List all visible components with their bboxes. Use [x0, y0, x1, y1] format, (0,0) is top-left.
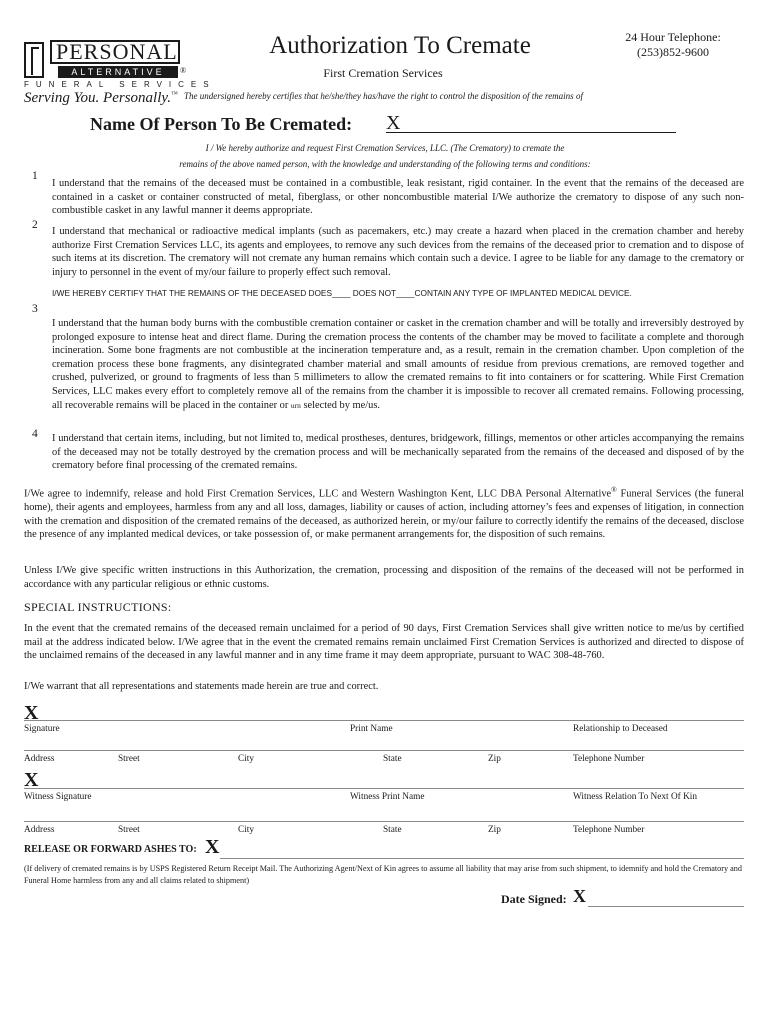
clause-3-tail: selected by me/us. — [303, 399, 380, 411]
signature-x-mark: X — [24, 702, 39, 724]
unclaimed-remains-paragraph: In the event that the cremated remains of the deceased remain unclaimed for a period of 90 days, First Cremation Services shall give written notice to me/us by certified mail at the address indicated below. I/We agree that in the event the cremated remains remain unclaimed First Cremation Services is authorized and directed to dispose of the unclaimed remains of the deceased in any lawful manner and in any time frame it may deem appropriate, pursuant to WAC 308-48-760. — [24, 623, 744, 662]
state-label: State — [383, 754, 402, 764]
release-ashes-field[interactable] — [220, 858, 744, 859]
special-instructions-label: SPECIAL INSTRUCTIONS: — [24, 600, 172, 614]
authorization-statement — [150, 140, 620, 172]
company-logo — [24, 39, 216, 112]
date-signed-x-mark: X — [573, 886, 586, 906]
witness-print-name-label: Witness Print Name — [350, 792, 425, 802]
deceased-name-field[interactable] — [386, 132, 676, 133]
phone-label: 24 Hour Telephone: — [625, 30, 721, 44]
witness-x-mark: X — [24, 769, 39, 791]
authorization-line-2: remains of the above named person, with the knowledge and understanding of the following terms and conditions: — [179, 159, 591, 169]
indemnification-paragraph — [24, 483, 744, 542]
phone-block — [600, 30, 746, 60]
street-label: Street — [118, 754, 140, 764]
indemnify-text-start: I/We agree to indemnify, release and hold First Cremation Services, LLC and Western Washington Kent, LLC DBA Personal Alternative — [24, 488, 612, 500]
logo-mark-icon — [24, 42, 44, 78]
date-signed-label: Date Signed: — [501, 892, 567, 906]
logo-funeral-services: FUNERAL SERVICES — [24, 80, 216, 89]
date-signed-field[interactable] — [588, 906, 744, 907]
signature-line[interactable] — [24, 720, 744, 721]
document-subtitle: First Cremation Services — [323, 66, 443, 80]
clause-number: 4 — [32, 428, 38, 440]
witness-street-label: Street — [118, 825, 140, 835]
implant-certification: I/WE HEREBY CERTIFY THAT THE REMAINS OF THE DECEASED DOES____ DOES NOT____CONTAIN ANY TYPE OF IMPLANTED MEDICAL DEVICE. — [52, 288, 632, 298]
phone-number: (253)852-9600 — [637, 45, 709, 59]
registered-mark: ® — [611, 485, 617, 494]
witness-address-label: Address — [24, 825, 55, 835]
address-line[interactable] — [24, 750, 744, 751]
warranty-statement: I/We warrant that all representations and statements made herein are true and correct. — [24, 681, 379, 692]
telephone-label: Telephone Number — [573, 754, 645, 764]
witness-signature-line[interactable] — [24, 788, 744, 789]
clause-text: I understand that the remains of the deceased must be contained in a combustible, leak resistant, rigid container. In the event that the remains of the deceased are contained in a casket or container constructed of metal, fiberglass, or other noncombustible material I/We authorize the crematory to dispose of any such non-combustible casket in any lawful manner it deems appropriate. — [52, 178, 744, 217]
signature-label: Signature — [24, 724, 60, 734]
witness-telephone-label: Telephone Number — [573, 825, 645, 835]
release-ashes-x-mark: X — [205, 836, 220, 858]
clause-text: I understand that certain items, including, but not limited to, medical prostheses, dentures, bridgework, fillings, mementos or other articles accompanying the remains of the deceased may not be totally destroyed by the cremation process and will be mechanically separated from the remains of the deceased and disposed of by the crematory before final processing of the cremated remains. — [52, 433, 744, 472]
document-title: Authorization To Cremate — [269, 32, 531, 59]
clause-number: 3 — [32, 303, 38, 315]
clause-3-body: I understand that the human body burns with the combustible cremation container or casket in the cremation chamber and will be totally and irreversibly destroyed by prolonged exposure to intense heat and direct flame. During the cremation process the contents of the chamber may be moved to facilitate a complete and thorough incineration. Some bone fragments are not combustible at the incineration temperature and, as a result, remain in the cremation chamber. Upon completion of the cremation process these bone fragments, any disintegrated chamber material and small amounts of residue from previous cremations, are removed together and crushed, pulverized, or ground to fragments of less than 5 millimeters to allow the cremated remains to fit into containers or for scattering. While First Cremation Services, LLC makes every effort to completely remove all of the remains from the chamber it is impossible to recover all cremated remains. Following processing, all recoverable remains will be placed in the container or — [52, 318, 744, 411]
city-label: City — [238, 754, 255, 764]
logo-tagline — [24, 90, 178, 107]
clause-text — [52, 317, 744, 412]
print-name-label: Print Name — [350, 724, 393, 734]
zip-label: Zip — [488, 754, 501, 764]
clause-3-urn: urn — [290, 400, 301, 410]
witness-city-label: City — [238, 825, 255, 835]
clause-number: 2 — [32, 219, 38, 231]
logo-registered-mark: ® — [180, 66, 187, 75]
witness-zip-label: Zip — [488, 825, 501, 835]
relationship-label: Relationship to Deceased — [573, 724, 668, 734]
customs-paragraph: Unless I/We give specific written instructions in this Authorization, the cremation, processing and disposition of the remains of the deceased will not be performed in accordance with any particular religious or ethnic customs. — [24, 565, 744, 590]
witness-address-line[interactable] — [24, 821, 744, 822]
witness-relation-label: Witness Relation To Next Of Kin — [573, 792, 698, 802]
deceased-name-label: Name Of Person To Be Cremated: — [90, 114, 353, 134]
trademark-mark: ™ — [170, 90, 178, 98]
indemnify-text-end: Funeral Services (the funeral home), their agents and employees, harmless from any and all loss, damages, liability or causes of action, including attorney’s fees and expenses of litigation, in connection with the cremation and disposition of the cremated remains of the deceased, as authorized herein, or my/our failure to correctly identify the remains of the deceased, disclose the presence of any implanted medical devices, or take possession of, or make permanent arrangements for, the disposition of such remains. — [24, 488, 744, 541]
address-label: Address — [24, 754, 55, 764]
logo-sub: ALTERNATIVE — [58, 66, 178, 78]
release-ashes-label: RELEASE OR FORWARD ASHES TO: — [24, 844, 197, 855]
shipment-liability-note: (If delivery of cremated remains is by USPS Registered Return Receipt Mail. The Authorizing Agent/Next of Kin agrees to assume all liability that may arise from such shipment, to idemnify and hold the Crematory and Funeral Home harmless from any and all claims related to shipment) — [24, 864, 742, 885]
clause-text: I understand that mechanical or radioactive medical implants (such as pacemakers, etc.) may create a hazard when placed in the cremation chamber and hereby authorize First Cremation Services LLC, its agents and employees, to remove any such devices from the remains of the deceased prior to cremation and to dispose of such items at its discretion. The crematory will not cremate any human remains which contain such a device. I agree to be liable for any damage to the crematory or injury to personnel in the event of my/our failure to properly effect such removal. — [52, 226, 744, 278]
witness-signature-label: Witness Signature — [24, 792, 92, 802]
certification-statement: The undersigned hereby certifies that he/she/they has/have the right to control the disposition of the remains of — [184, 91, 583, 101]
logo-name: PERSONAL — [50, 40, 180, 64]
authorization-line-1: I / We hereby authorize and request First Cremation Services, LLC. (The Crematory) to cremate the — [205, 143, 565, 153]
witness-state-label: State — [383, 825, 402, 835]
tagline-text: Serving You. Personally. — [24, 90, 171, 106]
clause-number: 1 — [32, 170, 38, 182]
deceased-name-x-mark: X — [386, 112, 401, 134]
